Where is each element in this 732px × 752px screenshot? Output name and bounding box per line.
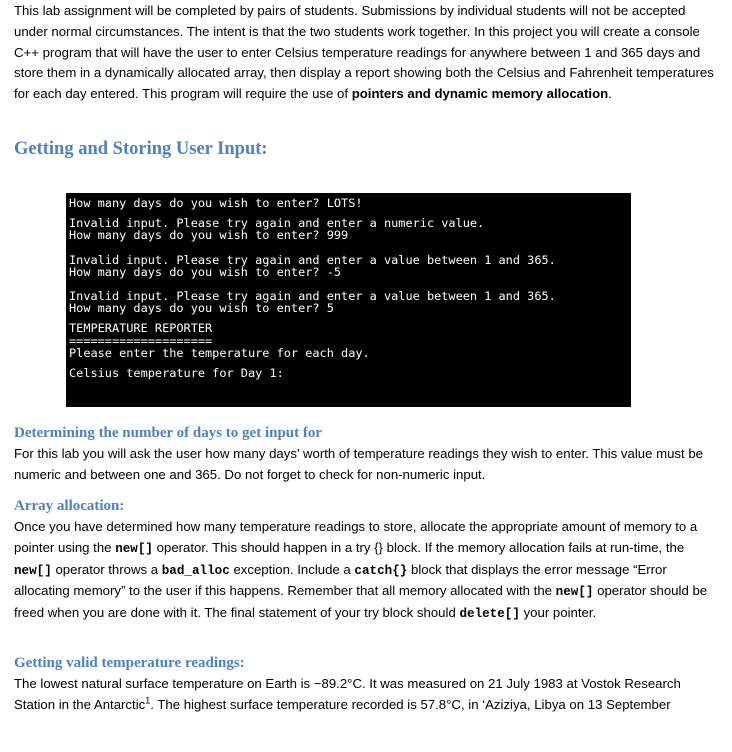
array-text: operator. This should happen in a try {} block. If the memory allocation fails at run-time, the	[152, 539, 685, 555]
intro-text-end: .	[608, 86, 612, 102]
console-line: How many days do you wish to enter? 5	[69, 301, 334, 316]
array-paragraph	[14, 517, 714, 625]
valid-paragraph	[14, 674, 714, 716]
intro-paragraph	[14, 1, 714, 105]
heading-determining-days: Determining the number of days to get input for	[14, 425, 323, 441]
console-line: Invalid input. Please try again and enter a value between 1 and 365.	[69, 288, 556, 303]
heading-array-allocation: Array allocation:	[14, 498, 125, 514]
console-line: Please enter the temperature for each day.	[69, 345, 370, 360]
console-line: Celsius temperature for Day 1:	[69, 365, 284, 380]
console-line: How many days do you wish to enter? -5	[69, 264, 342, 279]
console-line: TEMPERATURE REPORTER	[69, 321, 213, 336]
code-delete: delete[]	[459, 607, 520, 622]
array-text: your pointer.	[519, 605, 597, 621]
valid-text: . The highest surface temperature recorded is 57.8°C, in ‘Aziziya, Libya on 13 September	[150, 696, 671, 712]
console-line: How many days do you wish to enter? LOTS!	[69, 196, 363, 210]
intro-text: This lab assignment will be completed by pairs of students. Submissions by individual students will not be accepted under normal circumstances. The intent is that the two students work together. In this project you will create a console C++ program that will have the user to enter Celsius temperature readings for anywhere between 1 and 365 days and store them in a dynamically allocated array, then display a report showing both the Celsius and Fahrenheit temperatures for each day entered. This program will require the use of	[14, 3, 714, 102]
console-screenshot	[66, 193, 631, 407]
array-text: exception. Include a	[229, 561, 355, 577]
code-catch: catch{}	[354, 563, 408, 578]
array-text: operator should be freed when you are done with it. The final statement of your try block should	[14, 583, 708, 621]
code-bad-alloc: bad_alloc	[161, 563, 230, 578]
console-line: Invalid input. Please try again and enter a value between 1 and 365.	[69, 252, 556, 267]
footnote-marker: 1	[145, 695, 151, 706]
heading-getting-storing-input: Getting and Storing User Input:	[14, 139, 268, 159]
code-new: new[]	[115, 541, 153, 556]
console-line: ====================	[69, 333, 213, 348]
intro-bold-text: pointers and dynamic memory allocation	[351, 86, 609, 102]
array-text: block that displays the error message “Error allocating memory” to the user if this happens. Remember that all memory allocated with the	[14, 561, 667, 599]
console-line: Invalid input. Please try again and enter a numeric value.	[69, 216, 485, 231]
heading-valid-readings: Getting valid temperature readings:	[14, 655, 245, 671]
days-paragraph: For this lab you will ask the user how many days’ worth of temperature readings they wish to enter. This value must be numeric and between one and 365. Do not forget to check for non-numeric input.	[14, 446, 704, 482]
code-new: new[]	[555, 585, 594, 600]
valid-text: The lowest natural surface temperature on Earth is −89.2°C. It was measured on 21 July 1983 at Vostok Research Station in the Antarctic	[14, 676, 681, 712]
array-text: Once you have determined how many temperature readings to store, allocate the appropriate amount of memory to a pointer using the	[14, 519, 698, 555]
array-text: operator throws a	[51, 561, 162, 577]
console-line: How many days do you wish to enter? 999	[69, 228, 349, 243]
code-new: new[]	[14, 563, 52, 578]
